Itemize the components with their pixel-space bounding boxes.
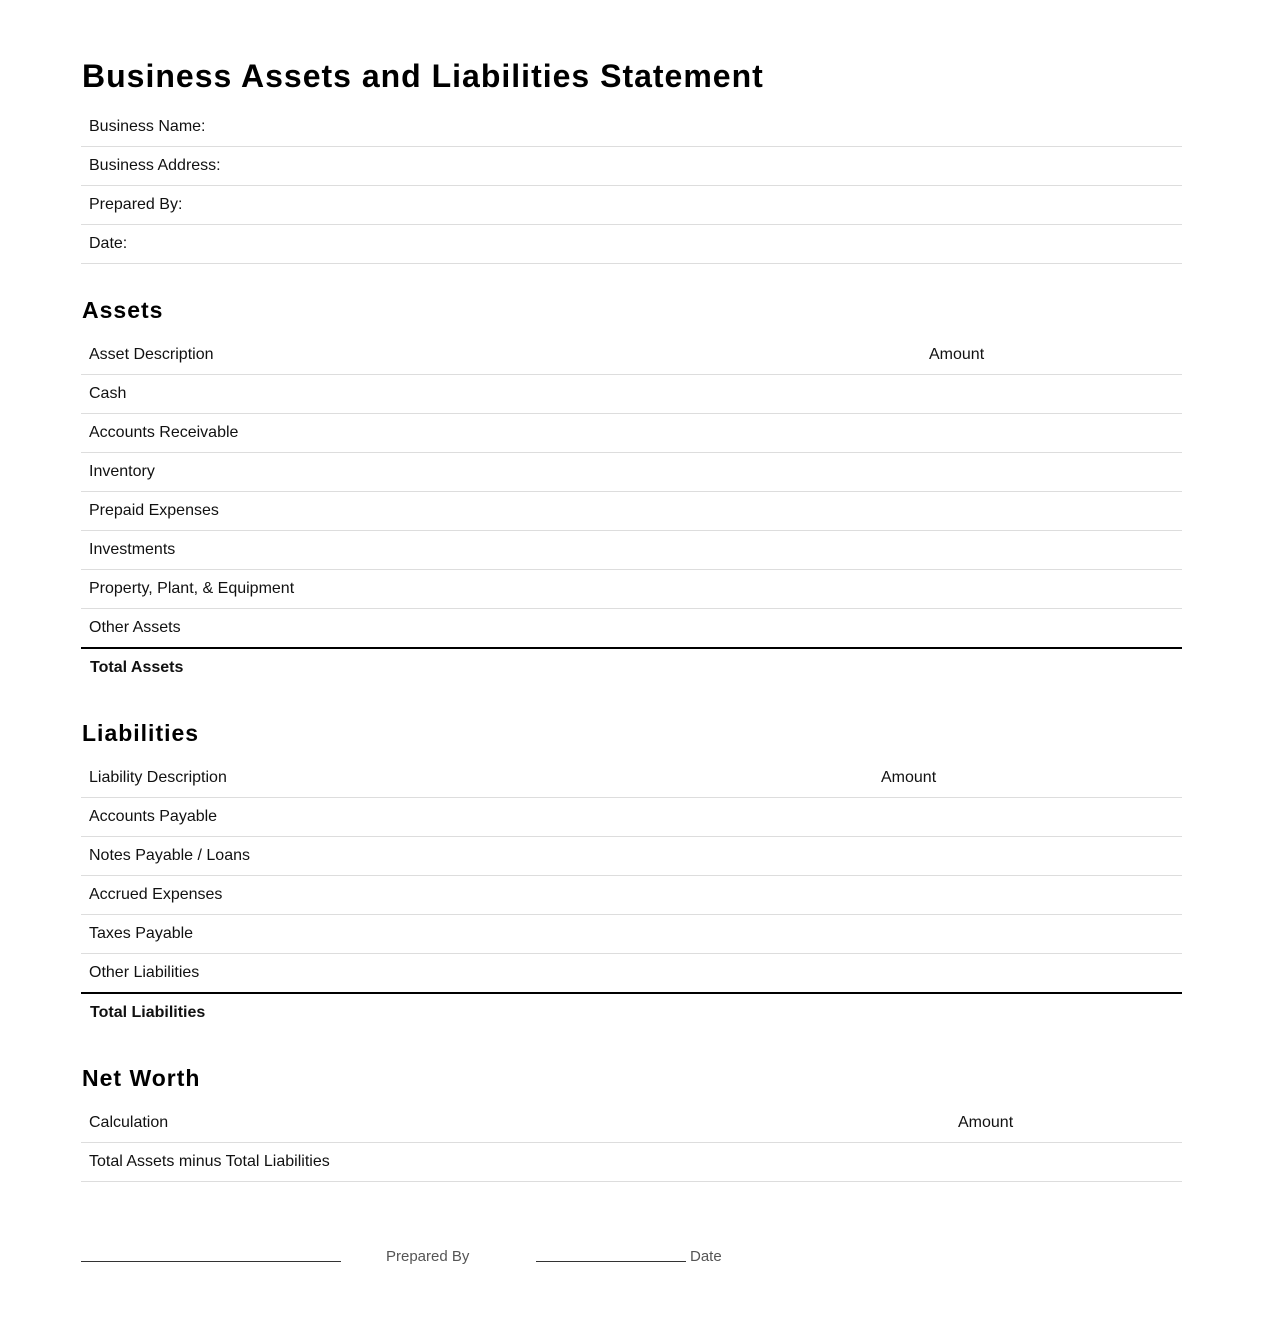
assets-table	[81, 336, 1182, 686]
table-row	[81, 876, 1182, 915]
prepared-by-label: Prepared By	[386, 1248, 470, 1265]
liabilities-heading: Liabilities	[82, 720, 200, 746]
asset-description: Other Assets	[81, 609, 921, 649]
assets-header-row	[81, 336, 1182, 375]
net-worth-calculation: Total Assets minus Total Liabilities	[81, 1143, 950, 1182]
liability-amount[interactable]	[873, 798, 1182, 837]
column-header-amount: Amount	[950, 1104, 1182, 1143]
asset-description: Property, Plant, & Equipment	[81, 570, 921, 609]
info-label: Business Name:	[81, 108, 411, 147]
column-header-calculation: Calculation	[81, 1104, 950, 1143]
liability-description: Accounts Payable	[81, 798, 873, 837]
table-row	[81, 453, 1182, 492]
total-assets-amount[interactable]	[921, 648, 1182, 686]
net-worth-heading: Net Worth	[82, 1065, 201, 1091]
asset-description: Prepaid Expenses	[81, 492, 921, 531]
assets-heading: Assets	[82, 297, 164, 323]
asset-description: Inventory	[81, 453, 921, 492]
column-header-amount: Amount	[873, 759, 1182, 798]
liability-amount[interactable]	[873, 954, 1182, 994]
liability-amount[interactable]	[873, 915, 1182, 954]
info-row-business-name	[81, 108, 1182, 147]
total-liabilities-amount[interactable]	[873, 993, 1182, 1031]
info-value[interactable]	[411, 147, 1182, 186]
asset-description: Cash	[81, 375, 921, 414]
liability-description: Accrued Expenses	[81, 876, 873, 915]
asset-amount[interactable]	[921, 414, 1182, 453]
page-title: Business Assets and Liabilities Statement	[82, 58, 764, 94]
liabilities-header-row	[81, 759, 1182, 798]
asset-amount[interactable]	[921, 531, 1182, 570]
asset-description: Investments	[81, 531, 921, 570]
info-row-business-address	[81, 147, 1182, 186]
net-worth-header-row	[81, 1104, 1182, 1143]
asset-amount[interactable]	[921, 453, 1182, 492]
info-label: Date:	[81, 225, 411, 264]
table-row	[81, 414, 1182, 453]
liability-description: Taxes Payable	[81, 915, 873, 954]
table-row	[81, 570, 1182, 609]
total-liabilities-row	[81, 993, 1182, 1031]
table-row	[81, 609, 1182, 649]
signature-block	[81, 1248, 1182, 1268]
liability-amount[interactable]	[873, 876, 1182, 915]
asset-amount[interactable]	[921, 570, 1182, 609]
info-value[interactable]	[411, 225, 1182, 264]
total-assets-row	[81, 648, 1182, 686]
table-row	[81, 492, 1182, 531]
info-row-date	[81, 225, 1182, 264]
liability-description: Notes Payable / Loans	[81, 837, 873, 876]
table-row	[81, 531, 1182, 570]
business-info-table	[81, 108, 1182, 264]
info-label: Prepared By:	[81, 186, 411, 225]
net-worth-table	[81, 1104, 1182, 1182]
prepared-by-signature-line[interactable]	[81, 1261, 341, 1262]
info-value[interactable]	[411, 108, 1182, 147]
asset-description: Accounts Receivable	[81, 414, 921, 453]
column-header-description: Liability Description	[81, 759, 873, 798]
asset-amount[interactable]	[921, 609, 1182, 649]
date-label: Date	[690, 1248, 722, 1265]
table-row	[81, 954, 1182, 994]
info-row-prepared-by	[81, 186, 1182, 225]
column-header-amount: Amount	[921, 336, 1182, 375]
table-row	[81, 375, 1182, 414]
liabilities-table	[81, 759, 1182, 1031]
liability-amount[interactable]	[873, 837, 1182, 876]
total-assets-label: Total Assets	[81, 648, 921, 686]
table-row	[81, 798, 1182, 837]
info-label: Business Address:	[81, 147, 411, 186]
info-value[interactable]	[411, 186, 1182, 225]
net-worth-amount[interactable]	[950, 1143, 1182, 1182]
date-signature-line[interactable]	[536, 1261, 686, 1262]
table-row	[81, 915, 1182, 954]
column-header-description: Asset Description	[81, 336, 921, 375]
liability-description: Other Liabilities	[81, 954, 873, 994]
total-liabilities-label: Total Liabilities	[81, 993, 873, 1031]
asset-amount[interactable]	[921, 492, 1182, 531]
table-row	[81, 1143, 1182, 1182]
asset-amount[interactable]	[921, 375, 1182, 414]
table-row	[81, 837, 1182, 876]
